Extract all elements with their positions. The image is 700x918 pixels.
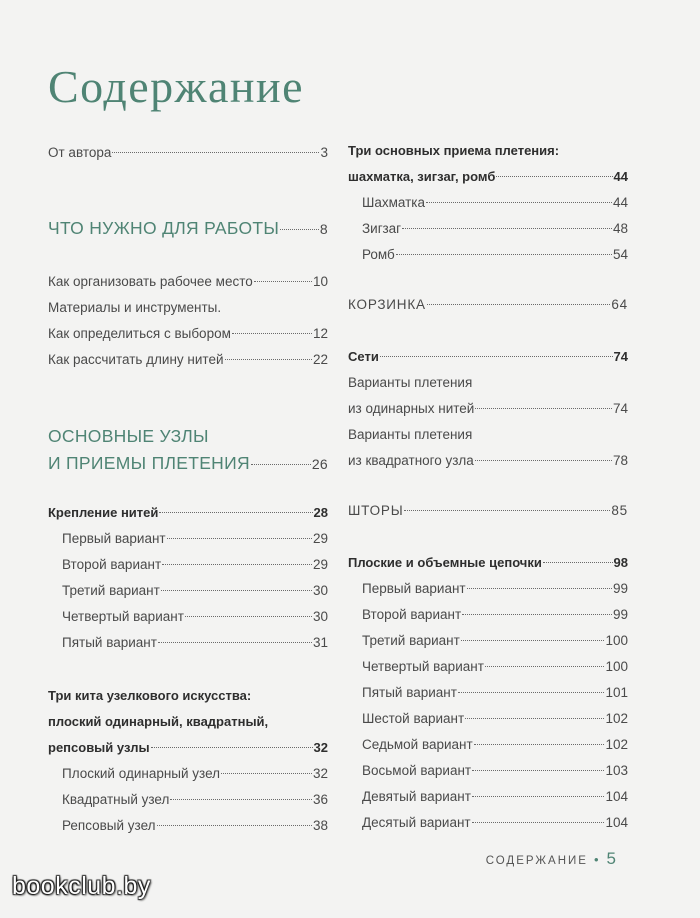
toc-entry-title: ЧТО НУЖНО ДЛЯ РАБОТЫ bbox=[48, 218, 280, 238]
toc-entry bbox=[362, 605, 628, 625]
dot-leader bbox=[151, 747, 313, 748]
dot-leader bbox=[254, 281, 312, 282]
page-title: Содержание bbox=[48, 61, 305, 112]
toc-entry-page: 12 bbox=[312, 326, 328, 341]
toc-entry-page: 10 bbox=[312, 274, 328, 289]
toc-entry bbox=[348, 141, 628, 161]
toc-entry bbox=[348, 295, 628, 315]
toc-entry-title: Второй вариант bbox=[362, 607, 462, 622]
watermark-logo: bookclub.by bbox=[12, 872, 151, 900]
dot-leader bbox=[112, 152, 319, 153]
dot-leader bbox=[170, 799, 312, 800]
toc-entry bbox=[348, 399, 628, 419]
toc-entry bbox=[48, 272, 328, 292]
toc-entry bbox=[348, 553, 628, 573]
dot-leader bbox=[427, 304, 611, 305]
dot-leader bbox=[396, 254, 612, 255]
toc-entry-page: 101 bbox=[605, 685, 628, 700]
toc-entry bbox=[62, 816, 328, 836]
toc-entry-title: Четвертый вариант bbox=[62, 609, 184, 624]
toc-entry bbox=[62, 607, 328, 627]
toc-entry-page: 85 bbox=[611, 503, 628, 518]
toc-entry-title: Крепление нитей bbox=[48, 505, 159, 520]
toc-entry bbox=[362, 735, 628, 755]
dot-leader bbox=[475, 460, 612, 461]
dot-leader bbox=[380, 356, 613, 357]
dot-leader bbox=[461, 640, 605, 641]
toc-entry-title: Пятый вариант bbox=[62, 635, 157, 650]
toc-entry-page: 30 bbox=[312, 609, 328, 624]
toc-entry bbox=[62, 633, 328, 653]
dot-leader bbox=[472, 770, 604, 771]
toc-entry-page: 28 bbox=[313, 505, 328, 520]
toc-entry-page: 98 bbox=[613, 555, 628, 570]
toc-entry-page: 44 bbox=[612, 195, 628, 210]
toc-entry-title: ШТОРЫ bbox=[348, 503, 404, 518]
toc-entry-title: Четвертый вариант bbox=[362, 659, 484, 674]
toc-entry-title: ОСНОВНЫЕ УЗЛЫ bbox=[48, 426, 209, 446]
dot-leader bbox=[162, 564, 312, 565]
toc-entry-title: И ПРИЕМЫ ПЛЕТЕНИЯ bbox=[48, 453, 250, 473]
toc-entry-page: 30 bbox=[312, 583, 328, 598]
toc-entry-page: 104 bbox=[605, 815, 628, 830]
dot-leader bbox=[157, 825, 312, 826]
toc-entry-page: 32 bbox=[312, 766, 328, 781]
toc-entry-title: Как рассчитать длину нитей bbox=[48, 352, 224, 367]
toc-entry-page: 26 bbox=[311, 456, 328, 472]
dot-leader bbox=[462, 614, 612, 615]
toc-entry-title: Второй вариант bbox=[62, 557, 162, 572]
dot-leader bbox=[543, 562, 613, 563]
toc-entry-page: 44 bbox=[613, 169, 628, 184]
dot-leader bbox=[402, 228, 612, 229]
toc-entry-title: Шахматка bbox=[362, 195, 426, 210]
toc-entry-page: 22 bbox=[312, 352, 328, 367]
toc-entry bbox=[348, 373, 628, 393]
toc-entry-title: из квадратного узла bbox=[348, 453, 474, 468]
footer-label: СОДЕРЖАНИЕ bbox=[485, 855, 588, 867]
toc-entry-title: Варианты плетения bbox=[348, 427, 473, 442]
toc-entry-page: 54 bbox=[612, 247, 628, 262]
toc-entry bbox=[48, 712, 328, 732]
toc-entry-title: Как определиться с выбором bbox=[48, 326, 231, 341]
toc-entry-title: Первый вариант bbox=[62, 531, 166, 546]
toc-entry bbox=[62, 764, 328, 784]
toc-entry-title: Пятый вариант bbox=[362, 685, 457, 700]
toc-entry bbox=[48, 298, 328, 318]
toc-entry bbox=[48, 738, 328, 758]
dot-leader bbox=[404, 510, 610, 511]
toc-entry bbox=[48, 451, 328, 475]
bullet-icon: • bbox=[593, 852, 601, 867]
toc-entry-title: Квадратный узел bbox=[62, 792, 170, 807]
toc-entry-page: 102 bbox=[605, 711, 628, 726]
toc-entry-title: Три кита узелкового искусства: bbox=[48, 688, 252, 703]
dot-leader bbox=[225, 359, 312, 360]
toc-entry-title: Десятый вариант bbox=[362, 815, 471, 830]
toc-entry-title: Девятый вариант bbox=[362, 789, 471, 804]
toc-entry bbox=[362, 813, 628, 833]
dot-leader bbox=[158, 642, 312, 643]
dot-leader bbox=[221, 773, 312, 774]
toc-entry-title: Восьмой вариант bbox=[362, 763, 472, 778]
toc-entry-page: 100 bbox=[605, 659, 628, 674]
toc-entry bbox=[362, 761, 628, 781]
toc-entry bbox=[62, 555, 328, 575]
toc-entry-page: 64 bbox=[611, 297, 628, 312]
page-number: 5 bbox=[606, 849, 616, 868]
toc-entry-title: Плоские и объемные цепочки bbox=[348, 555, 542, 570]
toc-entry-title: Три основных приема плетения: bbox=[348, 143, 560, 158]
toc-entry-title: плоский одинарный, квадратный, bbox=[48, 714, 269, 729]
toc-entry-page: 31 bbox=[312, 635, 328, 650]
toc-entry-title: КОРЗИНКА bbox=[348, 297, 426, 312]
toc-entry-title: Как организовать рабочее место bbox=[48, 274, 253, 289]
toc-entry-page: 74 bbox=[612, 401, 628, 416]
toc-entry bbox=[348, 347, 628, 367]
toc-entry-title: Третий вариант bbox=[362, 633, 460, 648]
toc-entry-title: Репсовый узел bbox=[62, 818, 156, 833]
toc-entry bbox=[362, 579, 628, 599]
toc-entry-page: 103 bbox=[605, 763, 628, 778]
toc-entry-page: 99 bbox=[612, 607, 628, 622]
toc-entry bbox=[362, 787, 628, 807]
dot-leader bbox=[280, 229, 319, 230]
toc-entry-page: 104 bbox=[605, 789, 628, 804]
dot-leader bbox=[496, 176, 612, 177]
toc-entry bbox=[48, 324, 328, 344]
toc-entry-page: 29 bbox=[312, 531, 328, 546]
toc-entry bbox=[62, 790, 328, 810]
dot-leader bbox=[467, 588, 612, 589]
toc-entry-page: 78 bbox=[612, 453, 628, 468]
toc-entry-page: 32 bbox=[313, 740, 328, 755]
toc-entry-page: 29 bbox=[312, 557, 328, 572]
toc-entry bbox=[48, 350, 328, 370]
toc-entry-title: От автора bbox=[48, 145, 112, 160]
dot-leader bbox=[167, 538, 312, 539]
dot-leader bbox=[472, 822, 605, 823]
dot-leader bbox=[159, 512, 312, 513]
dot-leader bbox=[472, 796, 605, 797]
dot-leader bbox=[161, 590, 312, 591]
toc-entry bbox=[348, 167, 628, 187]
toc-entry-title: Сети bbox=[348, 349, 379, 364]
toc-entry-page: 8 bbox=[319, 221, 328, 237]
toc-entry bbox=[362, 631, 628, 651]
toc-entry-title: Зигзаг bbox=[362, 221, 402, 236]
dot-leader bbox=[458, 692, 605, 693]
dot-leader bbox=[232, 333, 312, 334]
toc-entry-title: Третий вариант bbox=[62, 583, 160, 598]
toc-entry-title: шахматка, зигзаг, ромб bbox=[348, 169, 496, 184]
toc-entry-title: из одинарных нитей bbox=[348, 401, 475, 416]
toc-entry-page: 99 bbox=[612, 581, 628, 596]
running-footer bbox=[486, 849, 616, 869]
toc-entry-title: Первый вариант bbox=[362, 581, 466, 596]
toc-entry-title: Варианты плетения bbox=[348, 375, 473, 390]
toc-entry-page: 38 bbox=[312, 818, 328, 833]
toc-entry-page: 3 bbox=[320, 145, 328, 160]
toc-entry bbox=[48, 424, 328, 448]
toc-entry-title: Шестой вариант bbox=[362, 711, 465, 726]
toc-entry-page: 102 bbox=[605, 737, 628, 752]
toc-entry-page: 36 bbox=[312, 792, 328, 807]
toc-entry bbox=[48, 503, 328, 523]
toc-entry bbox=[362, 683, 628, 703]
dot-leader bbox=[251, 464, 311, 465]
toc-entry-title: Седьмой вариант bbox=[362, 737, 473, 752]
toc-entry bbox=[48, 216, 328, 240]
toc-entry bbox=[48, 686, 328, 706]
dot-leader bbox=[485, 666, 605, 667]
dot-leader bbox=[426, 202, 612, 203]
toc-entry bbox=[62, 529, 328, 549]
toc-entry-title: Ромб bbox=[362, 247, 395, 262]
toc-entry bbox=[362, 245, 628, 265]
toc-entry-title: репсовый узлы bbox=[48, 740, 150, 755]
toc-entry-page: 74 bbox=[613, 349, 628, 364]
toc-entry bbox=[362, 219, 628, 239]
dot-leader bbox=[475, 408, 612, 409]
toc-entry bbox=[362, 709, 628, 729]
toc-entry bbox=[348, 501, 628, 521]
toc-entry-title: Материалы и инструменты. bbox=[48, 300, 222, 315]
toc-entry bbox=[348, 425, 628, 445]
toc-entry-page: 48 bbox=[612, 221, 628, 236]
toc-entry bbox=[62, 581, 328, 601]
dot-leader bbox=[185, 616, 312, 617]
toc-entry bbox=[362, 657, 628, 677]
toc-entry-page: 100 bbox=[605, 633, 628, 648]
toc-entry bbox=[48, 143, 328, 163]
toc-entry-title: Плоский одинарный узел bbox=[62, 766, 221, 781]
toc-entry bbox=[362, 193, 628, 213]
dot-leader bbox=[465, 718, 604, 719]
dot-leader bbox=[474, 744, 605, 745]
toc-entry bbox=[348, 451, 628, 471]
